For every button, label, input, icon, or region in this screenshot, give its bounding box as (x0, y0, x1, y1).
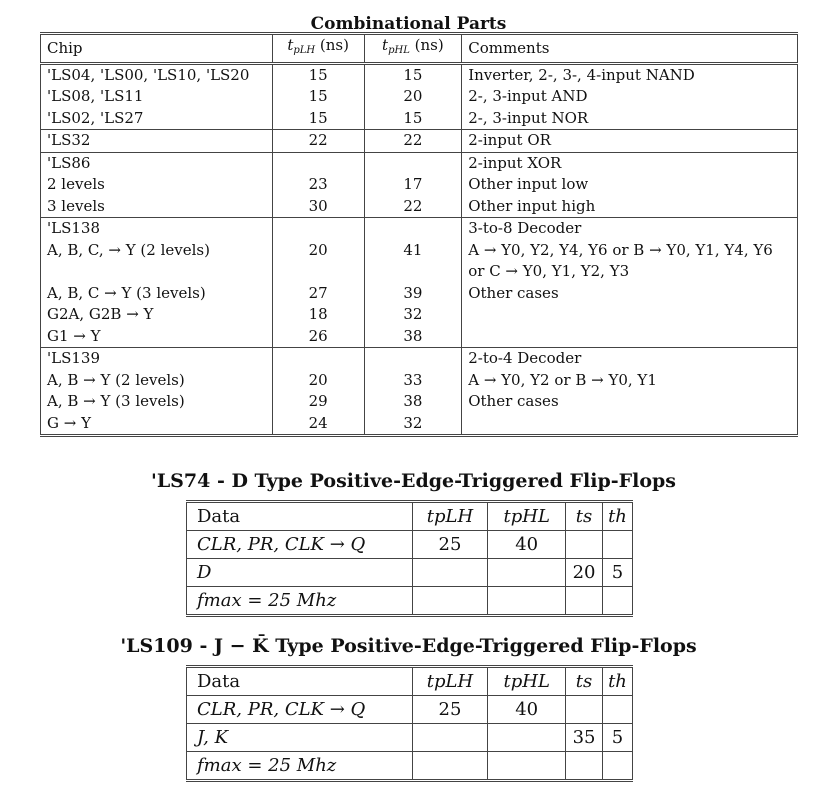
chip-cell: G → Y (41, 413, 273, 436)
ls74-header-th: th (603, 502, 633, 531)
chip-group (41, 218, 798, 348)
tplh-cell: 15 (272, 63, 364, 86)
chip-group (41, 130, 798, 153)
table-row (41, 348, 798, 370)
tphl-cell (364, 152, 462, 174)
tplh-cell: 20 (272, 370, 364, 392)
tphl-cell (364, 218, 462, 240)
tphl-cell: 22 (364, 196, 462, 218)
chip-group (41, 63, 798, 130)
ls109-ts-cell (566, 696, 603, 724)
comment-cell (462, 304, 798, 326)
ls74-header-data: Data (187, 502, 413, 531)
ls74-ts-cell (566, 587, 603, 616)
comment-cell: or C → Y0, Y1, Y2, Y3 (462, 261, 798, 283)
ls109-header-tphl: tpHL (488, 667, 566, 696)
chip-cell (41, 261, 273, 283)
ls74-tphl-cell (488, 587, 566, 616)
table-row (41, 86, 798, 108)
chip-cell: A, B, C, → Y (2 levels) (41, 240, 273, 262)
ls109-tplh-cell (412, 752, 488, 781)
ls74-header-tphl: tpHL (488, 502, 566, 531)
ls109-header-tplh: tpLH (412, 667, 488, 696)
table-row (41, 196, 798, 218)
table-row (187, 752, 633, 781)
tphl-cell: 15 (364, 108, 462, 130)
tplh-cell: 29 (272, 391, 364, 413)
tplh-cell (272, 261, 364, 283)
ls109-tphl-cell: 40 (488, 696, 566, 724)
ls109-header-ts: ts (566, 667, 603, 696)
ls109-data-cell: fmax = 25 Mhz (187, 752, 413, 781)
ls109-tplh-cell (412, 724, 488, 752)
chip-cell: 'LS139 (41, 348, 273, 370)
chip-cell: 'LS138 (41, 218, 273, 240)
comment-cell (462, 413, 798, 436)
ls109-data-cell: CLR, PR, CLK → Q (187, 696, 413, 724)
ls74-header-tplh: tpLH (412, 502, 488, 531)
table-row (187, 696, 633, 724)
comment-cell: Other input high (462, 196, 798, 218)
ls74-tplh-cell (412, 587, 488, 616)
tphl-cell (364, 261, 462, 283)
chip-cell: G1 → Y (41, 326, 273, 348)
table-row (41, 218, 798, 240)
header-comments: Comments (462, 34, 798, 64)
ls109-header-th: th (603, 667, 633, 696)
ls109-header-row (187, 667, 633, 696)
tplh-cell: 22 (272, 130, 364, 153)
ls74-header-row (187, 502, 633, 531)
comment-cell: Other cases (462, 283, 798, 305)
comment-cell: A → Y0, Y2, Y4, Y6 or B → Y0, Y1, Y4, Y6 (462, 240, 798, 262)
table-row (41, 283, 798, 305)
table-row (41, 304, 798, 326)
comment-cell: 2-, 3-input NOR (462, 108, 798, 130)
table-row (41, 108, 798, 130)
ls109-tplh-cell: 25 (412, 696, 488, 724)
comment-cell: 2-to-4 Decoder (462, 348, 798, 370)
table-row (187, 559, 633, 587)
ls74-tphl-cell (488, 559, 566, 587)
tplh-cell: 20 (272, 240, 364, 262)
ls109-data-cell: J, K (187, 724, 413, 752)
ls109-ts-cell (566, 752, 603, 781)
ls109-th-cell (603, 696, 633, 724)
ls74-ts-cell: 20 (566, 559, 603, 587)
ls74-th-cell: 5 (603, 559, 633, 587)
table-row (41, 370, 798, 392)
ls74-title: 'LS74 - D Type Positive-Edge-Triggered Flip-Flops (151, 470, 676, 492)
ls74-data-cell: fmax = 25 Mhz (187, 587, 413, 616)
chip-cell: A, B → Y (2 levels) (41, 370, 273, 392)
tphl-cell: 32 (364, 304, 462, 326)
ls74-tplh-cell: 25 (412, 531, 488, 559)
chip-cell: 2 levels (41, 174, 273, 196)
ls109-ts-cell: 35 (566, 724, 603, 752)
ls74-ts-cell (566, 531, 603, 559)
chip-cell: 'LS86 (41, 152, 273, 174)
comment-cell: Inverter, 2-, 3-, 4-input NAND (462, 63, 798, 86)
tplh-cell: 15 (272, 86, 364, 108)
table-header-row (41, 34, 798, 64)
tplh-cell: 23 (272, 174, 364, 196)
ls109-th-cell: 5 (603, 724, 633, 752)
ls74-tplh-cell (412, 559, 488, 587)
chip-cell: A, B, C → Y (3 levels) (41, 283, 273, 305)
comment-cell: A → Y0, Y2 or B → Y0, Y1 (462, 370, 798, 392)
ls74-data-cell: D (187, 559, 413, 587)
chip-cell: G2A, G2B → Y (41, 304, 273, 326)
chip-cell: 3 levels (41, 196, 273, 218)
tphl-cell: 32 (364, 413, 462, 436)
combinational-parts-table (40, 32, 798, 437)
header-chip: Chip (41, 34, 273, 64)
table-row (187, 724, 633, 752)
tplh-cell: 15 (272, 108, 364, 130)
table-row (41, 326, 798, 348)
chip-cell: 'LS04, 'LS00, 'LS10, 'LS20 (41, 63, 273, 86)
tphl-cell (364, 348, 462, 370)
ls74-table (186, 500, 633, 617)
tphl-cell: 17 (364, 174, 462, 196)
ls74-th-cell (603, 531, 633, 559)
comment-cell: 3-to-8 Decoder (462, 218, 798, 240)
header-tplh: $t_{pLH}$ (ns) (272, 34, 364, 64)
tplh-cell: 18 (272, 304, 364, 326)
ls109-th-cell (603, 752, 633, 781)
tplh-cell (272, 152, 364, 174)
chip-group (41, 152, 798, 218)
chip-cell: 'LS08, 'LS11 (41, 86, 273, 108)
chip-cell: 'LS02, 'LS27 (41, 108, 273, 130)
tphl-cell: 39 (364, 283, 462, 305)
ls109-table (186, 665, 633, 782)
table-row (41, 63, 798, 86)
tphl-cell: 38 (364, 391, 462, 413)
comment-cell: 2-input XOR (462, 152, 798, 174)
ls109-tphl-cell (488, 752, 566, 781)
tplh-cell: 27 (272, 283, 364, 305)
table-row (41, 391, 798, 413)
comment-cell (462, 326, 798, 348)
chip-cell: A, B → Y (3 levels) (41, 391, 273, 413)
tphl-cell: 15 (364, 63, 462, 86)
tphl-cell: 38 (364, 326, 462, 348)
ls74-data-cell: CLR, PR, CLK → Q (187, 531, 413, 559)
tplh-cell: 30 (272, 196, 364, 218)
table-row (41, 130, 798, 153)
ls74-header-ts: ts (566, 502, 603, 531)
table-row (41, 240, 798, 262)
table-row (41, 174, 798, 196)
combinational-parts-title: Combinational Parts (310, 14, 507, 34)
ls74-th-cell (603, 587, 633, 616)
table-row (187, 531, 633, 559)
tphl-cell: 20 (364, 86, 462, 108)
ls109-tphl-cell (488, 724, 566, 752)
table-row (41, 413, 798, 436)
comment-cell: Other input low (462, 174, 798, 196)
tplh-cell: 24 (272, 413, 364, 436)
comment-cell: Other cases (462, 391, 798, 413)
tphl-cell: 33 (364, 370, 462, 392)
tplh-cell (272, 218, 364, 240)
comment-cell: 2-input OR (462, 130, 798, 153)
chip-cell: 'LS32 (41, 130, 273, 153)
chip-group (41, 348, 798, 436)
table-row (41, 261, 798, 283)
table-row (41, 152, 798, 174)
comment-cell: 2-, 3-input AND (462, 86, 798, 108)
tplh-cell: 26 (272, 326, 364, 348)
tplh-cell (272, 348, 364, 370)
table-row (187, 587, 633, 616)
header-tphl: $t_{pHL}$ (ns) (364, 34, 462, 64)
ls74-tphl-cell: 40 (488, 531, 566, 559)
ls109-title: 'LS109 - J − K̄ Type Positive-Edge-Triggered Flip-Flops (120, 635, 697, 657)
ls109-header-data: Data (187, 667, 413, 696)
tphl-cell: 22 (364, 130, 462, 153)
tphl-cell: 41 (364, 240, 462, 262)
